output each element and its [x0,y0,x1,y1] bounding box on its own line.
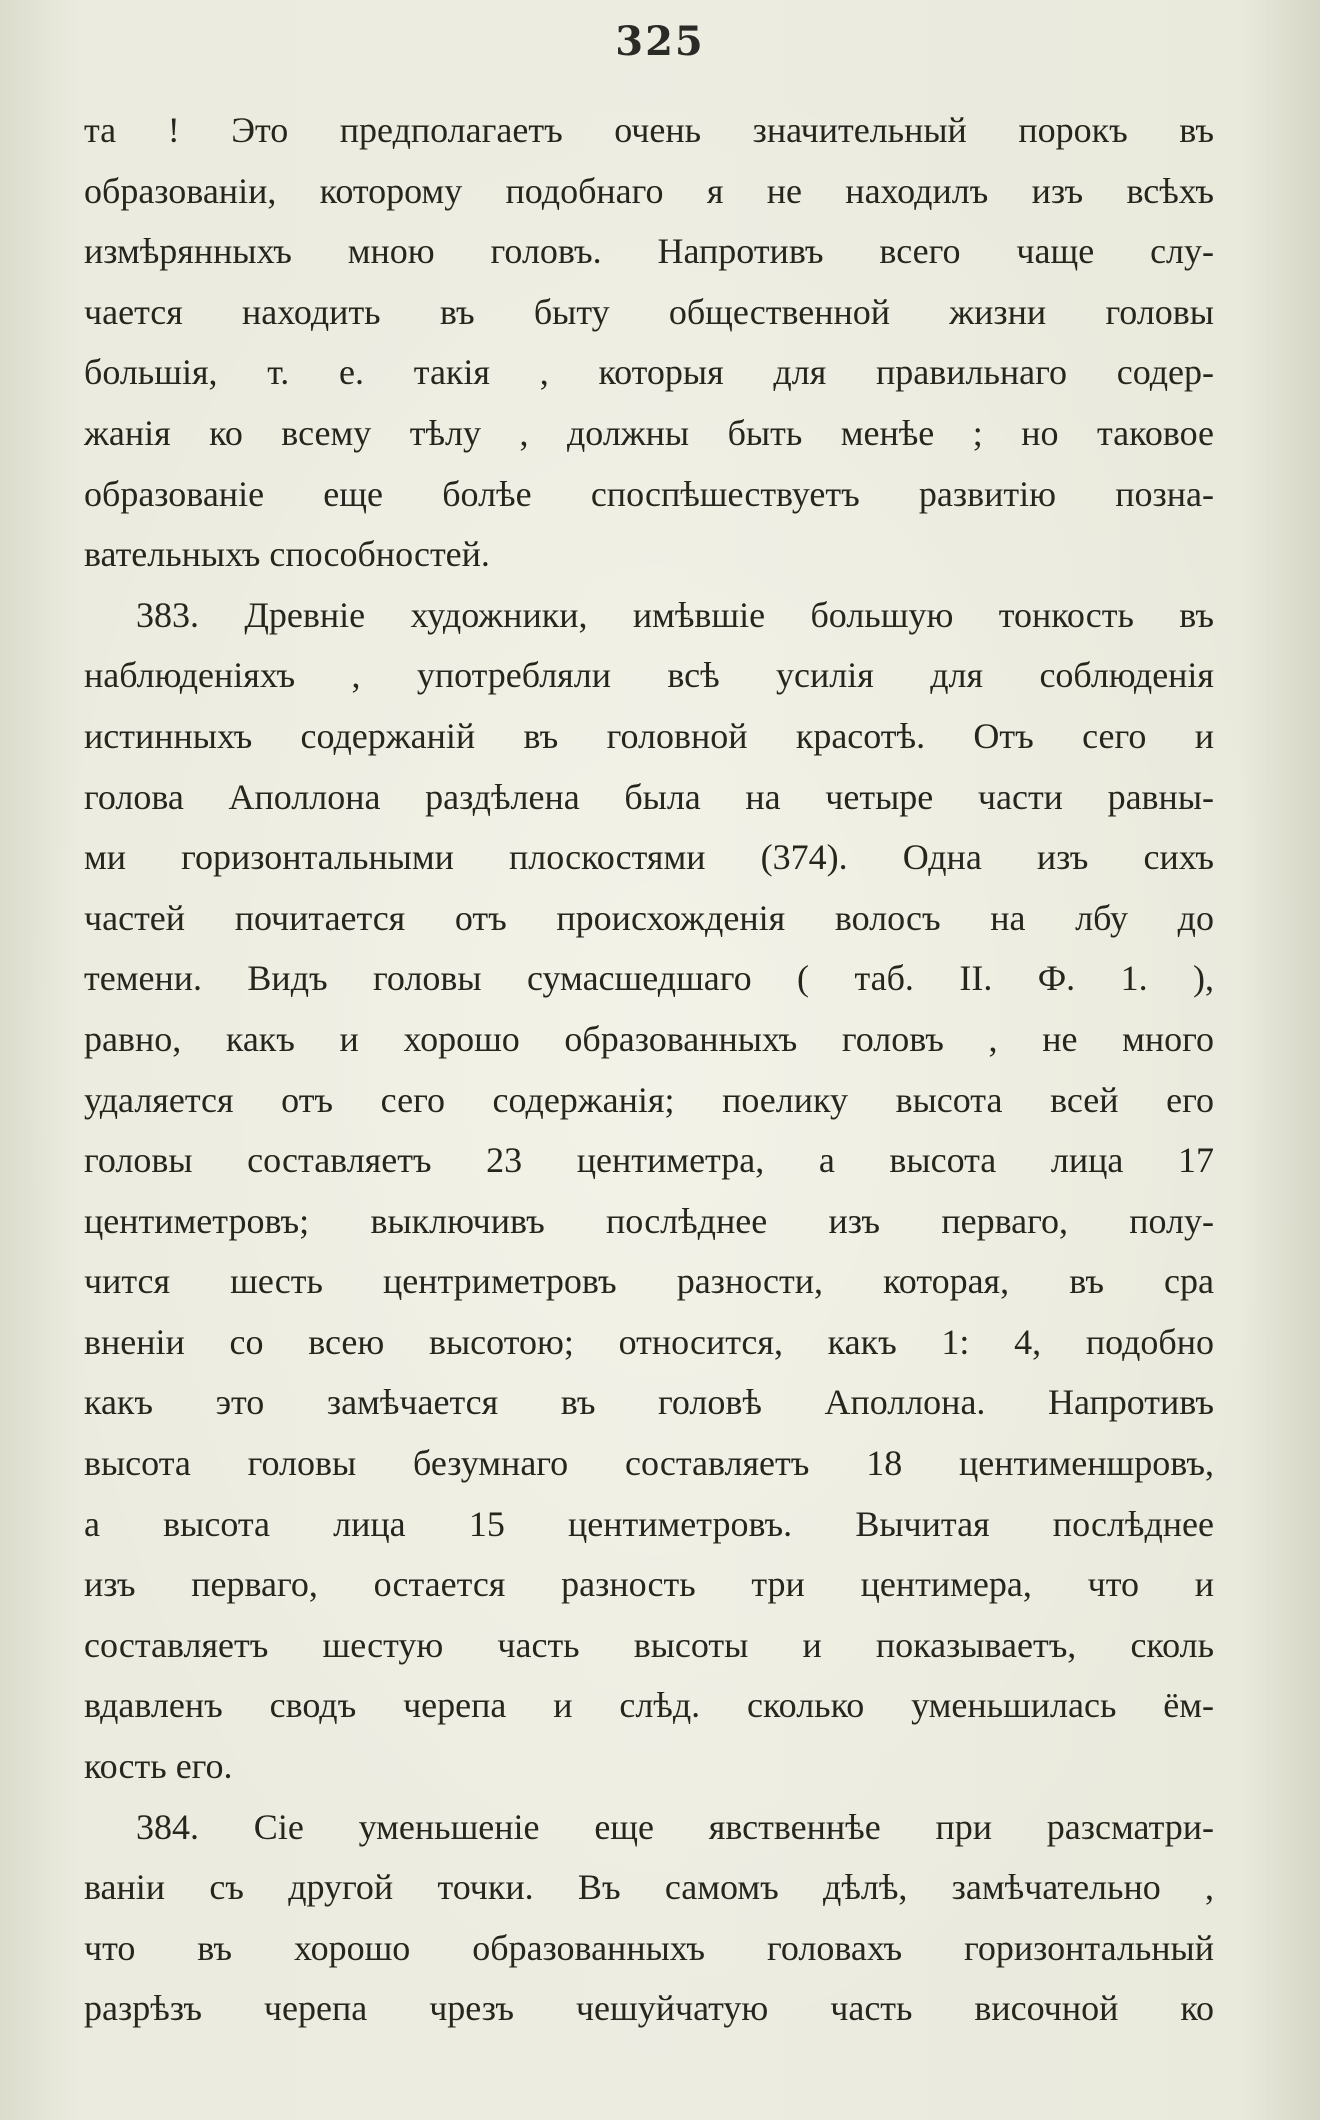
text-line: образованіе еще болѣе споспѣшествуетъ развитію позна- [84,473,1214,514]
text-line: разрѣзъ черепа чрезъ чешуйчатую часть височной ко [84,1988,1214,2029]
paragraph-384 [84,1797,1214,2039]
text-line: измѣрянныхъ мною головъ. Напротивъ всего чаще слу- [84,231,1214,272]
text-line: равно, какъ и хорошо образованныхъ головъ , не много [84,1018,1214,1059]
text-line: чится шесть центриметровъ разности, которая, въ сра [84,1261,1214,1302]
text-line: наблюденіяхъ , употребляли всѣ усилія для соблюденія [84,655,1214,696]
text-line: вненіи со всею высотою; относится, какъ 1: 4, подобно [84,1321,1214,1362]
text-line: жанія ко всему тѣлу , должны быть менѣе ; но таковое [84,412,1214,453]
text-line: какъ это замѣчается въ головѣ Аполлона. Напротивъ [84,1382,1214,1423]
text-line: центиметровъ; выключивъ послѣднее изъ перваго, полу- [84,1200,1214,1241]
text-line: та ! Это предполагаетъ очень значительный порокъ въ [84,110,1214,150]
page-number: 325 [615,18,705,65]
text-line: 384. Сіе уменьшеніе еще явственнѣе при разсматри- [136,1806,1214,1847]
text-line: удаляется отъ сего содержанія; поелику высота всей его [84,1079,1214,1120]
text-line: большія, т. е. такія , которыя для правильнаго содер- [84,352,1214,393]
text-line: изъ перваго, остается разность три центимера, что и [84,1564,1214,1605]
text-line: голова Аполлона раздѣлена была на четыре части равны- [84,776,1214,817]
text-line: образованіи, которому подобнаго я не находилъ изъ всѣхъ [84,170,1214,211]
text-line: ваніи съ другой точки. Въ самомъ дѣлѣ, замѣчательно , [84,1867,1214,1908]
text-line: 383. Древніе художники, имѣвшіе большую тонкость въ [136,594,1214,635]
text-line: кость его. [84,1746,233,1787]
text-line: что въ хорошо образованныхъ головахъ горизонтальный [84,1927,1214,1968]
text-line: темени. Видъ головы сумасшедшаго ( таб. II. Ф. 1. ), [84,958,1214,999]
text-line: ми горизонтальными плоскостями (374). Одна изъ сихъ [84,837,1214,878]
paragraph-continuation [84,100,1214,585]
text-line: частей почитается отъ происхожденія волосъ на лбу до [84,897,1214,938]
text-line: высота головы безумнаго составляетъ 18 центименшровъ, [84,1443,1214,1484]
text-line: чается находить въ быту общественной жизни головы [84,291,1214,332]
text-line: истинныхъ содержаній въ головной красотѣ. Отъ сего и [84,715,1214,756]
text-line: вдавленъ сводъ черепа и слѣд. сколько уменьшилась ём- [84,1685,1214,1726]
paragraph-383 [84,585,1214,1797]
text-line: а высота лица 15 центиметровъ. Вычитая послѣднее [84,1503,1214,1544]
body-text [84,100,1214,2039]
text-line: головы составляетъ 23 центиметра, а высота лица 17 [84,1140,1214,1181]
text-line: составляетъ шестую часть высоты и показываетъ, сколь [84,1624,1214,1665]
text-line: вательныхъ способностей. [84,534,490,575]
